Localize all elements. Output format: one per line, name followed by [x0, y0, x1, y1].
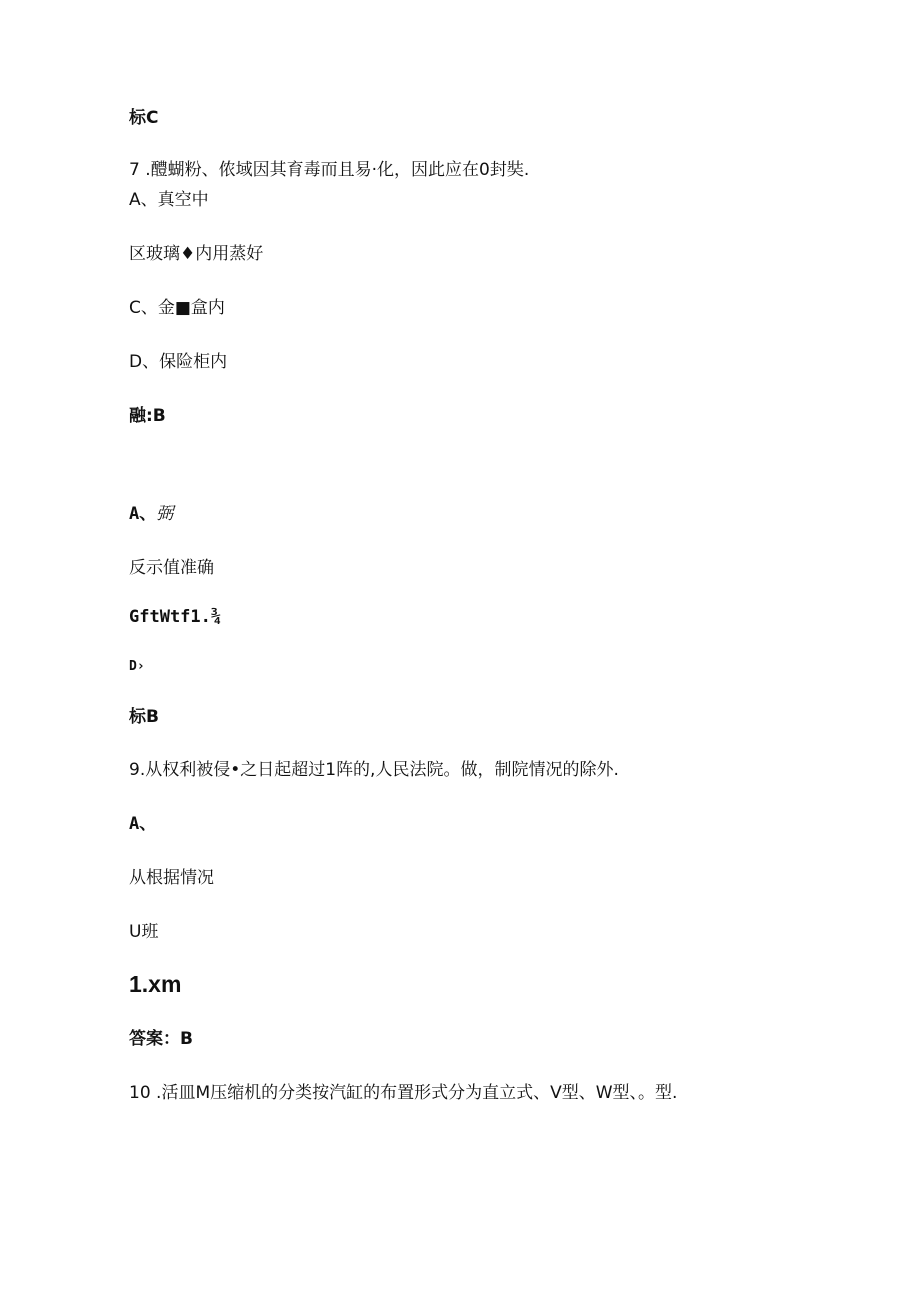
option-d: D、保险柜内 [129, 352, 228, 372]
option-c-2: GftWtf1.¾ [129, 607, 222, 627]
question-7: 7 .醴蝴粉、侬域因其育毒而且易·化，因此应在0封奘. [129, 160, 530, 180]
option-b: 区玻璃♦内用蒸好 [129, 244, 264, 264]
option-d-2: D› [129, 659, 145, 674]
answer-line-b-2: 标B [129, 707, 159, 727]
option-text: 弼 [156, 504, 174, 524]
option-c: C、金■盒内 [129, 298, 225, 318]
option-b-3: 从根据情况 [129, 868, 214, 888]
answer-line-c: 标C [129, 108, 159, 128]
option-a-3: A、 [129, 814, 157, 834]
question-9: 9.从权利被侵•之日起超过1阵的,人民法院。做，制院情况的除外. [129, 760, 619, 780]
option-b-2: 反示值准确 [129, 558, 214, 578]
question-10: 10 .活皿M压缩机的分类按汽缸的布置形式分为直立式、V型、W型、。型. [129, 1083, 678, 1103]
option-a-2 [129, 503, 173, 525]
option-d-3: 1.xm [129, 971, 182, 997]
option-letter: A、 [129, 504, 157, 524]
option-c-3: U班 [129, 922, 159, 942]
option-a: A、真空中 [129, 190, 209, 210]
answer-line-b-3: 答案：B [129, 1029, 193, 1049]
answer-line-b: 融:B [129, 406, 166, 426]
